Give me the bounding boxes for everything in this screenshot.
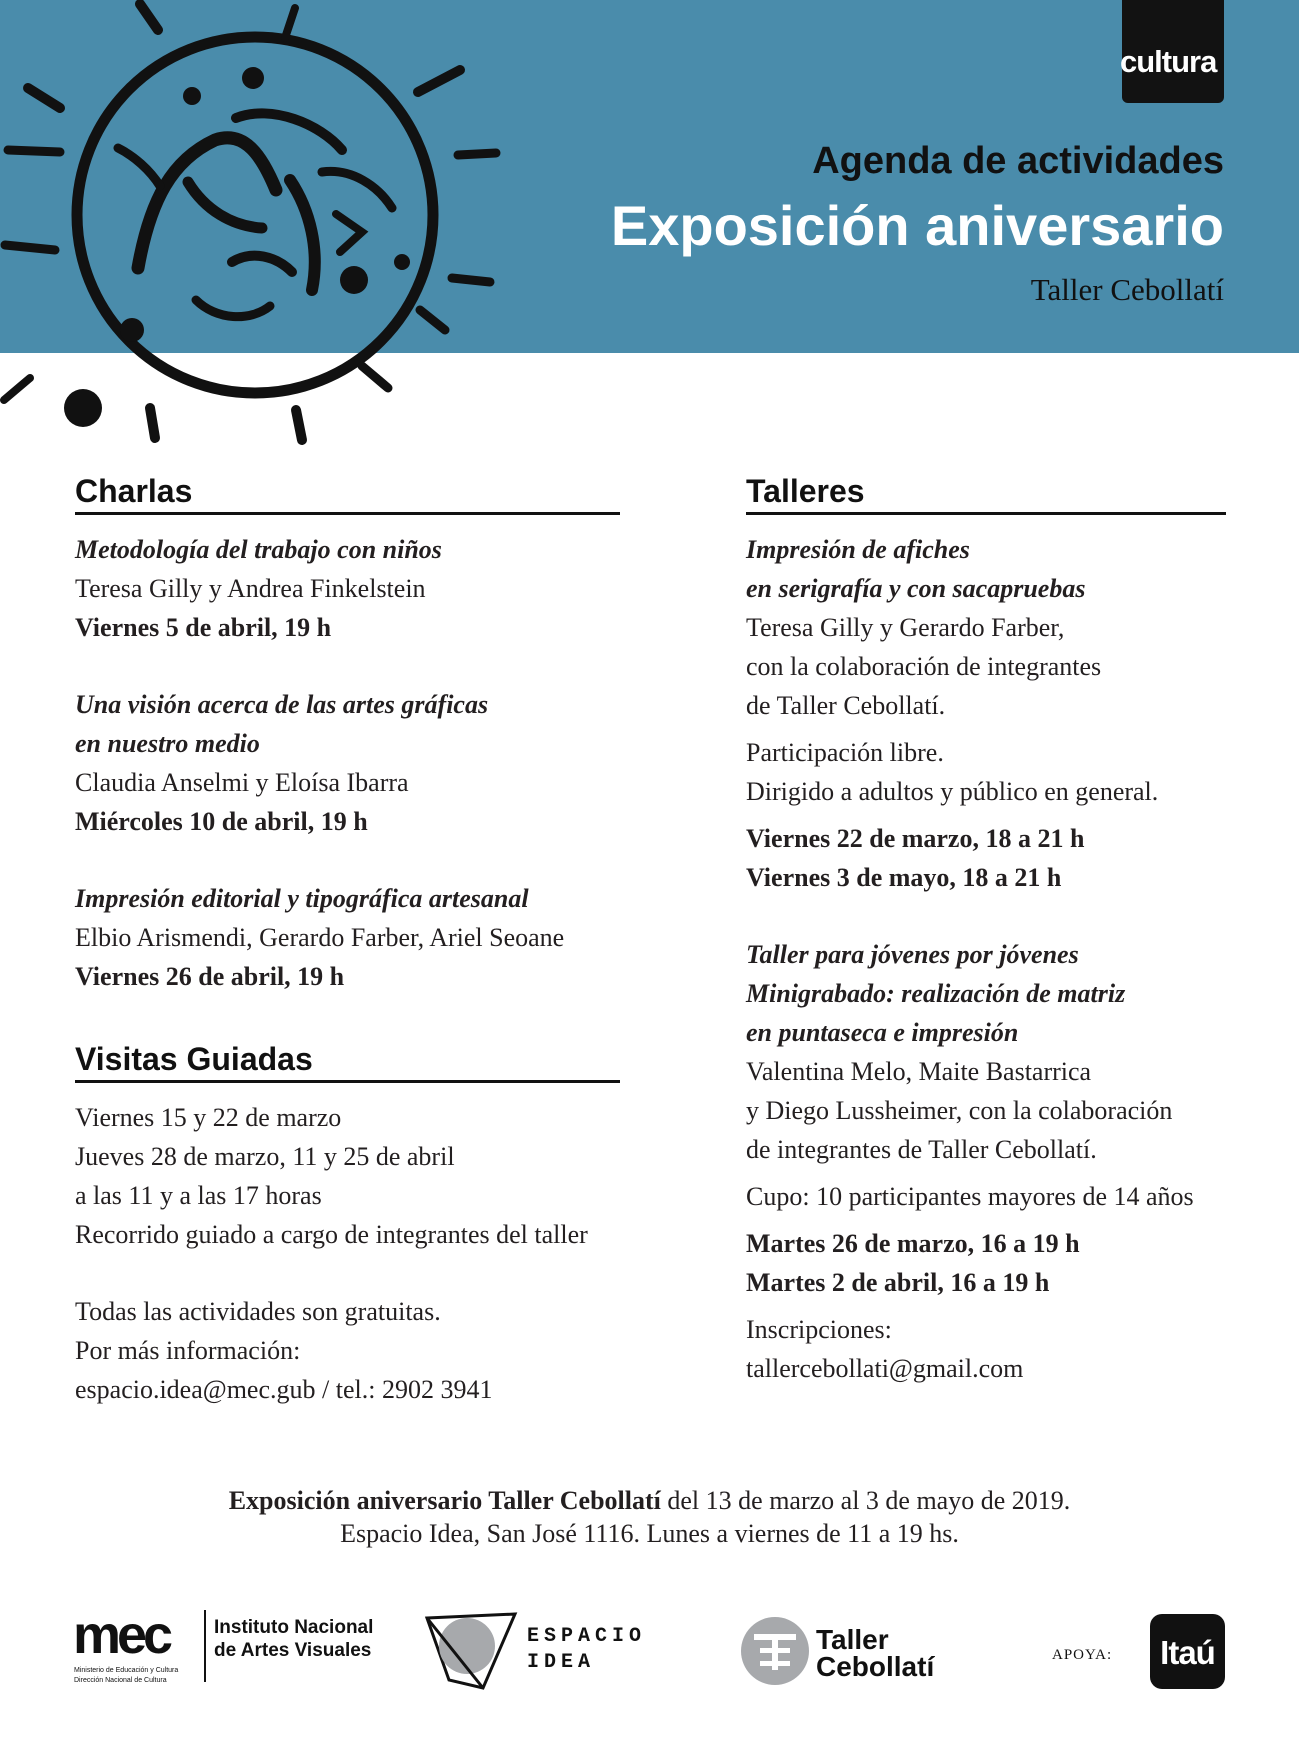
taller-speakers: de Taller Cebollatí. (746, 691, 946, 720)
taller-title: Impresión de afiches (746, 535, 970, 564)
taller-cebollati-logo-text (816, 1626, 934, 1680)
page-title: Exposición aniversario (610, 194, 1224, 257)
section-title-charlas: Charlas (75, 473, 193, 509)
taller-logo-line: Cebollatí (816, 1651, 935, 1682)
charla-title: en nuestro medio (75, 729, 260, 758)
charla-speakers: Elbio Arismendi, Gerardo Farber, Ariel Seoane (75, 923, 565, 952)
espacio-idea-logo-icon (423, 1612, 519, 1692)
contact-line[interactable]: espacio.idea@mec.gub / tel.: 2902 3941 (75, 1375, 493, 1404)
ina-line: de Artes Visuales (214, 1640, 372, 1661)
logo-divider (204, 1610, 206, 1682)
charla-title: Metodología del trabajo con niños (75, 535, 442, 564)
mec-subtitle-line: Dirección Nacional de Cultura (74, 1677, 167, 1684)
section-divider (75, 512, 620, 515)
charla-item (75, 879, 620, 996)
charla-speakers: Teresa Gilly y Andrea Finkelstein (75, 574, 426, 603)
sun-illustration (0, 0, 560, 470)
visitas-line: Recorrido guiado a cargo de integrantes del taller (75, 1220, 588, 1249)
mec-subtitle-line: Ministerio de Educación y Cultura (74, 1667, 179, 1674)
taller-title: Minigrabado: realización de matriz (746, 979, 1126, 1008)
taller-date: Viernes 22 de marzo, 18 a 21 h (746, 824, 1085, 853)
ina-logo-text (214, 1616, 373, 1662)
info-block (75, 1292, 620, 1409)
taller-logo-line: Taller (816, 1624, 889, 1655)
section-divider (75, 1080, 620, 1083)
agenda-heading: Agenda de actividades (812, 140, 1224, 182)
itau-logo (1150, 1614, 1225, 1689)
right-column (746, 470, 1226, 1388)
taller-cebollati-logo-icon (740, 1616, 810, 1686)
taller-speakers: Valentina Melo, Maite Bastarrica (746, 1057, 1092, 1086)
exhibition-period: del 13 de marzo al 3 de mayo de 2019. (660, 1486, 1071, 1515)
espacio-idea-logo-text (527, 1624, 646, 1676)
charla-title: Impresión editorial y tipográfica artesanal (75, 884, 529, 913)
visitas-line: a las 11 y a las 17 horas (75, 1181, 322, 1210)
left-column (75, 470, 620, 1409)
ina-line: Instituto Nacional (214, 1617, 374, 1638)
info-line: Por más información: (75, 1336, 301, 1365)
taller-item (746, 530, 1226, 897)
charla-item (75, 685, 620, 841)
page-subtitle: Taller Cebollatí (1030, 272, 1224, 307)
section-title-visitas: Visitas Guiadas (75, 1041, 313, 1077)
charla-speakers: Claudia Anselmi y Eloísa Ibarra (75, 768, 409, 797)
charla-date: Viernes 5 de abril, 19 h (75, 613, 332, 642)
exhibition-name: Exposición aniversario Taller Cebollatí (228, 1486, 661, 1515)
itau-logo-text: Itaú (1160, 1634, 1215, 1671)
taller-title: Taller para jóvenes por jóvenes (746, 940, 1079, 969)
taller-speakers: y Diego Lussheimer, con la colaboración (746, 1096, 1173, 1125)
section-divider (746, 512, 1226, 515)
taller-note: Dirigido a adultos y público en general. (746, 777, 1159, 806)
registration-email[interactable]: tallercebollati@gmail.com (746, 1354, 1024, 1383)
taller-date: Martes 26 de marzo, 16 a 19 h (746, 1229, 1080, 1258)
espacio-idea-line: IDEA (527, 1651, 596, 1674)
charla-item (75, 530, 620, 647)
taller-date: Martes 2 de abril, 16 a 19 h (746, 1268, 1050, 1297)
visitas-line: Jueves 28 de marzo, 11 y 25 de abril (75, 1142, 455, 1171)
info-line: Todas las actividades son gratuitas. (75, 1297, 441, 1326)
taller-speakers: con la colaboración de integrantes (746, 652, 1102, 681)
mec-logo: mec (73, 1605, 170, 1665)
registration-label: Inscripciones: (746, 1315, 892, 1344)
exhibition-dates (0, 1484, 1299, 1517)
taller-date: Viernes 3 de mayo, 18 a 21 h (746, 863, 1062, 892)
taller-speakers: de integrantes de Taller Cebollatí. (746, 1135, 1097, 1164)
taller-note: Participación libre. (746, 738, 944, 767)
espacio-idea-line: ESPACIO (527, 1625, 647, 1648)
exhibition-venue: Espacio Idea, San José 1116. Lunes a viernes de 11 a 19 hs. (340, 1519, 959, 1548)
charla-date: Miércoles 10 de abril, 19 h (75, 807, 368, 836)
taller-note: Cupo: 10 participantes mayores de 14 años (746, 1182, 1194, 1211)
sponsor-logos (0, 1600, 1299, 1700)
taller-item (746, 935, 1226, 1388)
taller-title: en serigrafía y con sacapruebas (746, 574, 1086, 603)
taller-title: en puntaseca e impresión (746, 1018, 1019, 1047)
visitas-line: Viernes 15 y 22 de marzo (75, 1103, 342, 1132)
cultura-label: cultura (1120, 44, 1217, 79)
taller-speakers: Teresa Gilly y Gerardo Farber, (746, 613, 1065, 642)
charla-title: Una visión acerca de las artes gráficas (75, 690, 489, 719)
mec-subtitle (74, 1666, 178, 1686)
charla-date: Viernes 26 de abril, 19 h (75, 962, 345, 991)
section-title-talleres: Talleres (746, 473, 865, 509)
visitas-block (75, 1098, 620, 1254)
apoya-label: APOYA: (1052, 1647, 1113, 1663)
